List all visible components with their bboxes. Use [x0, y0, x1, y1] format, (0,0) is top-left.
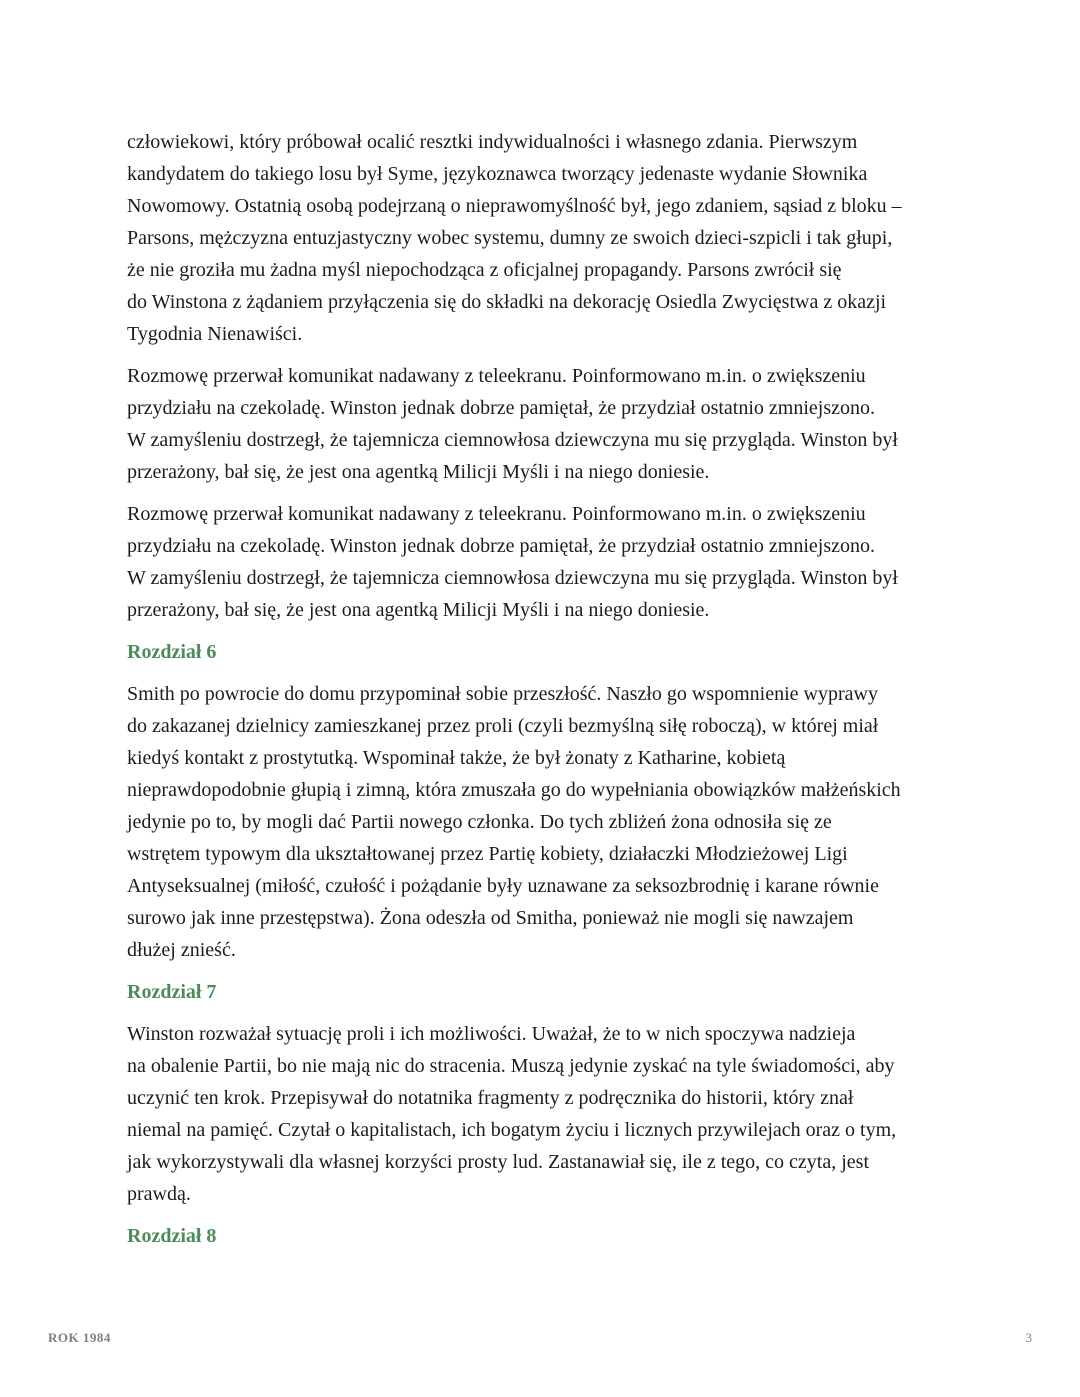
chapter-heading: Rozdział 6 — [127, 641, 217, 663]
paragraph: Rozmowę przerwał komunikat nadawany z teleekranu. Poinformowano m.in. o zwiększeniu przydziału na czekoladę. Winston jednak dobrze pamiętał, że przydział ostatnio zmniejszono. W zamyśleniu dostrzegł, że tajemnicza ciemnowłosa dziewczyna mu się przygląda. Winston był przerażony, bał się, że jest ona agentką Milicji Myśli i na niego doniesie. — [127, 503, 898, 621]
chapter-heading: Rozdział 7 — [127, 981, 217, 1003]
document-body — [127, 126, 957, 1262]
paragraph: człowiekowi, który próbował ocalić resztki indywidualności i własnego zdania. Pierwszym kandydatem do takiego losu był Syme, językoznawca tworzący jedenaste wydanie Słownika Nowomowy. Ostatnią osobą podejrzaną o nieprawomyślność był, jego zdaniem, sąsiad z bloku – Parsons, mężczyzna entuzjastyczny wobec systemu, dumny ze swoich dzieci-szpicli i tak głupi, że nie groziła mu żadna myśl niepochodząca z oficjalnej propagandy. Parsons zwrócił się do Winstona z żądaniem przyłączenia się do składki na dekorację Osiedla Zwycięstwa z okazji Tygodnia Nienawiści. — [127, 131, 902, 345]
page-number: 3 — [1025, 1330, 1032, 1345]
paragraph: Smith po powrocie do domu przypominał sobie przeszłość. Naszło go wspomnienie wyprawy do zakazanej dzielnicy zamieszkanej przez proli (czyli bezmyślną siłę roboczą), w której miał kiedyś kontakt z prostytutką. Wspominał także, że był żonaty z Katharine, kobietą nieprawdopodobnie głupią i zimną, która zmuszała go do wypełniania obowiązków małżeńskich jedynie po to, by mogli dać Partii nowego członka. Do tych zbliżeń żona odnosiła się ze wstrętem typowym dla ukształtowanej przez Partię kobiety, działaczki Młodzieżowej Ligi Antyseksualnej (miłość, czułość i pożądanie były uznawane za seksozbrodnię i karane równie surowo jak inne przestępstwa). Żona odeszła od Smitha, ponieważ nie mogli się nawzajem dłużej znieść. — [127, 683, 901, 961]
footer-title: ROK 1984 — [48, 1330, 111, 1345]
paragraph: Winston rozważał sytuację proli i ich możliwości. Uważał, że to w nich spoczywa nadzieja na obalenie Partii, bo nie mają nic do stracenia. Muszą jedynie zyskać na tyle świadomości, aby uczynić ten krok. Przepisywał do notatnika fragmenty z podręcznika do historii, który znał niemal na pamięć. Czytał o kapitalistach, ich bogatym życiu i licznych przywilejach oraz o tym, jak wykorzystywali dla własnej korzyści prosty lud. Zastanawiał się, ile z tego, co czyta, jest prawdą. — [127, 1023, 897, 1205]
paragraph: Rozmowę przerwał komunikat nadawany z teleekranu. Poinformowano m.in. o zwiększeniu przydziału na czekoladę. Winston jednak dobrze pamiętał, że przydział ostatnio zmniejszono. W zamyśleniu dostrzegł, że tajemnicza ciemnowłosa dziewczyna mu się przygląda. Winston był przerażony, bał się, że jest ona agentką Milicji Myśli i na niego doniesie. — [127, 365, 898, 483]
chapter-heading: Rozdział 8 — [127, 1225, 217, 1247]
